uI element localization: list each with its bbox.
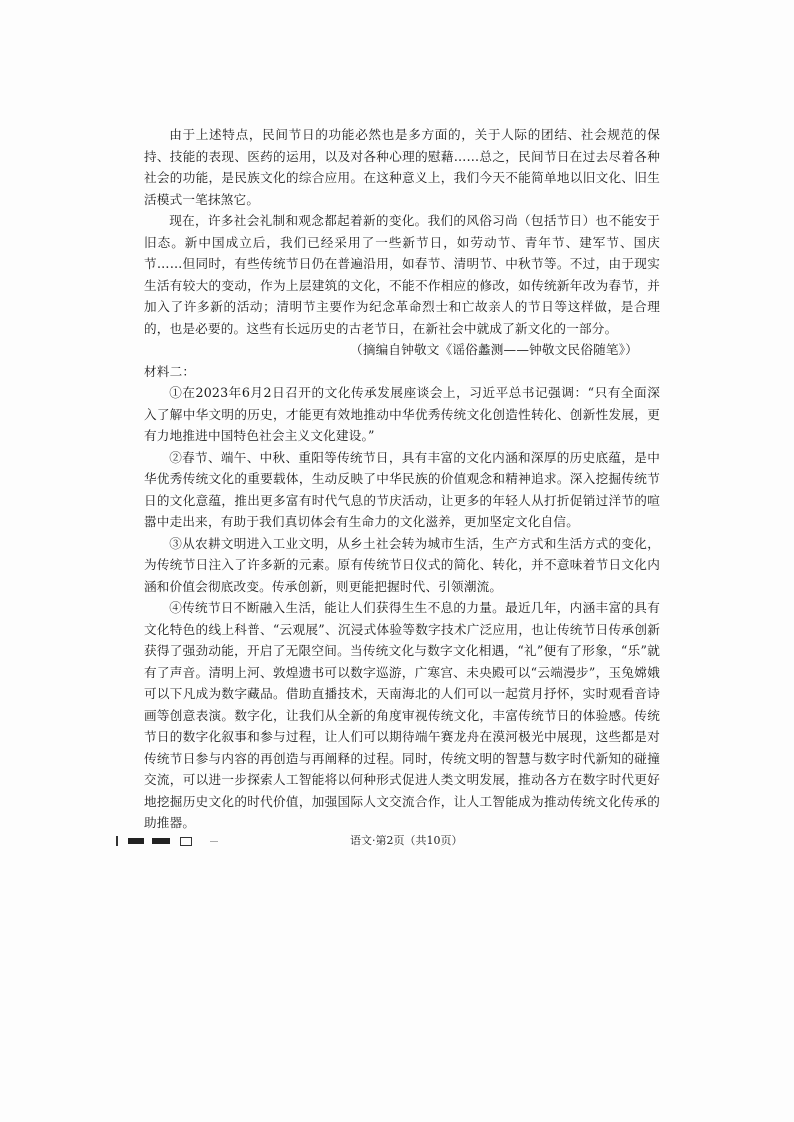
- paragraph-1: 由于上述特点，民间节日的功能必然也是多方面的，关于人际的团结、社会规范的保持、技能的表现、医药的运用，以及对各种心理的慰藉……总之，民间节日在过去尽着各种社会的功能，是民族文化的综合应用。在这种意义上，我们今天不能简单地以旧文化、旧生活模式一笔抹煞它。: [144, 127, 660, 207]
- source-citation: （摘编自钟敬文《谣俗蠡测——钟敬文民俗随笔》）: [350, 342, 638, 357]
- page-number-label: 语文·第2页（共10页）: [350, 834, 463, 847]
- paragraph-5: ③从农耕文明进入工业文明，从乡土社会转为城市生活，生产方式和生活方式的变化，为传统节日注入了许多新的元素。原有传统节日仪式的简化、转化，并不意味着节日文化内涵和价值会彻底改变。传承创新，则更能把握时代、引领潮流。: [144, 535, 660, 594]
- page-footer: [114, 832, 714, 850]
- page-body: [144, 124, 660, 834]
- paragraph-2: 现在，许多社会礼制和观念都起着新的变化。我们的风俗习尚（包括节日）也不能安于旧态。新中国成立后，我们已经采用了一些新节日，如劳动节、青年节、建军节、国庆节……但同时，有些传统节日仍在普遍沿用，如春节、清明节、中秋节等。不过，由于现实生活有较大的变动，作为上层建筑的文化，不能不作相应的修改，如传统新年改为春节，并加入了许多新的活动；清明节主要作为纪念革命烈士和亡故亲人的节日等这样做，是合理的，也是必要的。这些有长远历史的古老节日，在新社会中就成了新文化的一部分。: [144, 213, 660, 336]
- black-bar-icon: [152, 838, 170, 844]
- paragraph-6: ④传统节日不断融入生活，能让人们获得生生不息的力量。最近几年，内涵丰富的具有文化特色的线上科普、“云观展”、沉浸式体验等数字技术广泛应用，也让传统节日传承创新获得了强劲动能，开启了无限空间。当传统文化与数字文化相遇，“礼”便有了形象，“乐”就有了声音。清明上河、敦煌遗书可以数字巡游，广寒宫、未央殿可以“云端漫步”，玉兔嫦娥可以下凡成为数字藏品。借助直播技术，天南海北的人们可以一起赏月抒怀，实时观看音诗画等创意表演。数字化，让我们从全新的角度审视传统文化，丰富传统节日的体验感。传统节日的数字化叙事和参与过程，让人们可以期待端午赛龙舟在漠河极光中展现，这些都是对传统节日参与内容的再创造与再阐释的过程。同时，传统文明的智慧与数字时代新知的碰撞交流，可以进一步探索人工智能将以何种形式促进人类文明发展，推动各方在数字时代更好地挖掘历史文化的时代价值，加强国际人文交流合作，让人工智能成为推动传统文化传承的助推器。: [144, 600, 660, 830]
- section-label-material-2: 材料二：: [144, 363, 196, 379]
- black-bar-icon: [128, 838, 144, 844]
- paragraph-4: ②春节、端午、中秋、重阳等传统节日，具有丰富的文化内涵和深厚的历史底蕴，是中华优秀传统文化的重要载体，生动反映了中华民族的价值观念和精神追求。深入挖掘传统节日的文化意蕴，推出更多富有时代气息的节庆活动，让更多的年轻人从打折促销过洋节的喧嚣中走出来，有助于我们真切体会有生命力的文化滋养，更加坚定文化自信。: [144, 449, 660, 529]
- dash-mark-icon: [210, 841, 218, 842]
- registration-mark-icon: [116, 836, 118, 846]
- outline-box-icon: [180, 837, 192, 846]
- paragraph-3: ①在2023年6月2日召开的文化传承发展座谈会上，习近平总书记强调：“只有全面深入了解中华文明的历史，才能更有效地推动中华优秀传统文化创造性转化、创新性发展，更有力地推进中国特色社会主义文化建设。”: [144, 385, 660, 443]
